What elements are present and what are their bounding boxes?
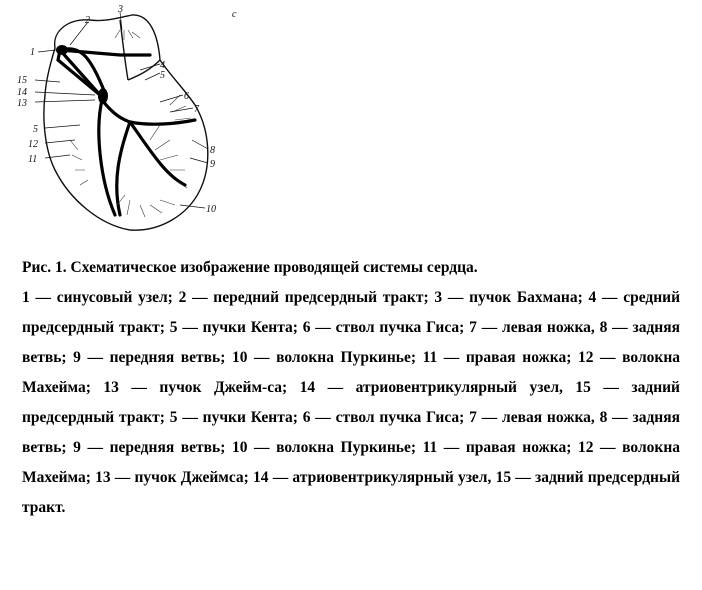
label-10: 10: [206, 204, 216, 215]
label-5b: 5: [33, 124, 38, 135]
label-13: 13: [17, 98, 27, 109]
label-7: 7: [194, 104, 199, 115]
caption-title: Рис. 1. Схематическое изображение проводящей системы сердца.: [22, 259, 478, 276]
label-9: 9: [210, 159, 215, 170]
leader-lines: [35, 12, 208, 208]
caption-body: 1 — синусовый узел; 2 — передний предсердный тракт; 3 — пучок Бахмана; 4 — средний предсердный тракт; 5 — пучки Кента; 6 — ствол пучка Гиса; 7 — левая ножка, 8 — задняя ветвь; 9 — передняя ветвь; 10 — волокна Пуркинье; 11 — правая ножка; 12 — волокна Махейма; 13 — пучок Джейм-са; 14 — атриовентрикулярный узел, 15 — задний предсердный тракт; 5 — пучки Кента; 6 — ствол пучка Гиса; 7 — левая ножка, 8 — задняя ветвь; 9 — передняя ветвь; 10 — волокна Пуркинье; 11 — правая ножка; 12 — волокна Махейма; 13 — пучок Джеймса; 14 — атриовентрикулярный узел, 15 — задний предсердный тракт.: [22, 289, 680, 516]
mark-c: c: [232, 9, 237, 20]
av-node: [98, 88, 108, 104]
label-3: 3: [118, 4, 123, 15]
label-15: 15: [17, 75, 27, 86]
label-8: 8: [210, 145, 215, 156]
label-4: 4: [160, 60, 165, 71]
label-2: 2: [85, 15, 90, 26]
label-14: 14: [17, 87, 27, 98]
label-6: 6: [184, 91, 189, 102]
heart-conduction-diagram: [0, 0, 260, 245]
label-11: 11: [28, 154, 38, 165]
label-5a: 5: [160, 70, 165, 81]
label-12: 12: [28, 139, 38, 150]
sinus-node: [56, 45, 68, 55]
label-1: 1: [30, 47, 35, 58]
figure-caption: [22, 253, 680, 523]
